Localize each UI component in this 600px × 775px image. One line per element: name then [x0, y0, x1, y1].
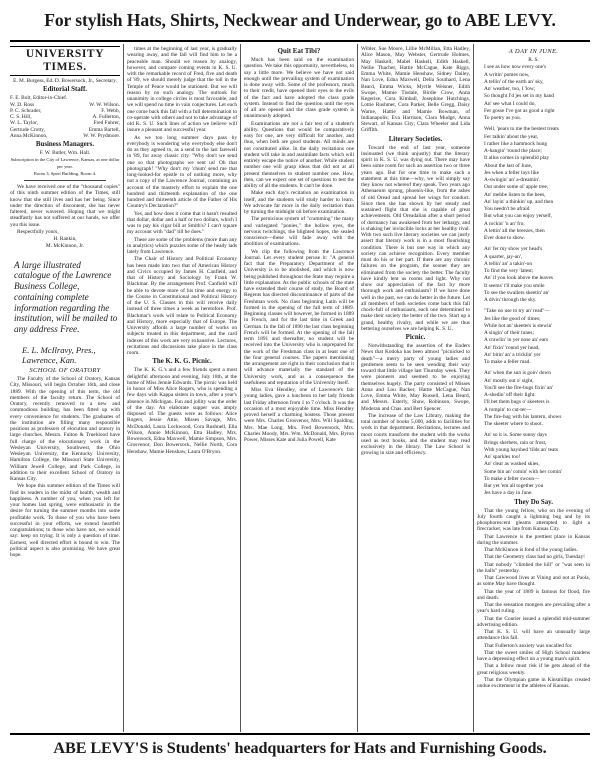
college-promo: A large illustrated catalogue of the Lawrence Business College, containing complete information regarding the institution, will be mailed to any address Free.	[14, 259, 118, 335]
literary-societies-body	[361, 145, 470, 333]
they-do-say-heading: They Do Say.	[514, 498, 553, 506]
poem-line: Jes like the good ol' times;	[484, 315, 541, 322]
letter-paragraph: We have received one of the "thousand copies" of this ninth summer edition of the Times, still know that she still lives and has her being. Since under the direction of discontent, she has never faltered, never wavered. Hoping that we might steadfastly has not suffered at our hands, we offer you this issue.	[10, 184, 120, 228]
poem-line: About the last of June,	[484, 162, 533, 169]
poem-line: To see the swallers skeetin' an'	[484, 289, 550, 296]
column-divider	[473, 44, 474, 732]
kkg-picnic-heading: The K. K. G. Picnic.	[152, 358, 212, 366]
poem-line: It seems' t'll make you smile	[484, 282, 545, 289]
item-paragraph: That nobody "climbed the hill" or "was seen in the halls" yesterday.	[477, 561, 590, 574]
staff-name: W. L. Taylor,	[10, 120, 39, 127]
poem-line: An' bitin' an' a tricklin' yer	[484, 351, 541, 358]
item-paragraph: That Fullerton's anxiety was uncalled for.	[484, 642, 573, 649]
poem-line: Brings sherbets, rain or frost,	[484, 439, 547, 446]
poem-line: An' see what I could do,	[484, 100, 536, 107]
poem-line: You'll see the fire-bugs fixin' an'	[484, 384, 553, 391]
poem-line: To find the very 'latest;	[484, 268, 534, 274]
editors-line: E. M. Burgess, Ed. D. Bowersock, Jr., Secretary.	[13, 78, 117, 84]
top-rule	[10, 40, 590, 42]
item-paragraph: That Cawwood lives at Vining and not at Paola, as some May have thought.	[477, 575, 590, 588]
staff-name: C. S. Hill,	[10, 114, 32, 120]
column-divider	[357, 44, 358, 732]
poem-line: Jes have a day in June.	[484, 490, 533, 497]
item-paragraph: That K. S. U. will have an unusually large attendance this fall.	[477, 629, 590, 642]
article-paragraph: As we too long summer days pass by everybody is wondering why everybody else don't do as they agreed to, as a send to the last farewell in '89, for away classic city. "Why don't we send one so that photographs we sent us! Oh that photograph! "Why don't my 'chum' send me that long-looked-for epistle to of nothing more, why not a copy of the Lawrence Journal, containing an account of the masterly effort to explain the one hundred and thirteenth explanation of the one hundred and thirteenth article of the Father of His Country's Declaration?"	[127, 134, 237, 210]
poem-line: But what you can enjoy yerself,	[484, 213, 552, 220]
subscription-note: Subscription in the City of Lawrence, Kansas, at one dollar per year.	[10, 157, 120, 169]
poem-line: But yet 'em all together you	[484, 483, 544, 489]
poem-line: A quarter, jay-an',	[484, 253, 523, 260]
poem-line: An' mostly out o' sight,	[484, 377, 534, 384]
poem-line: A rockin' 'n an' fro,	[484, 220, 525, 227]
article-paragraph: times at the beginning of last year, is gradually wearing away, and the fall will find him to be a peaceable man. Should we reason by analogy, however, and compare coming events in K. S. U. with the remarkable record of Fred, five and death of '89, we should merely judge that the toll in the Temple of Peace would be stationed. But we will reason by no such analogy. The outlook for unanimity in college circles is most favorable, and we will spend no time in vain conjectures. Let each one come back this fall with a full determination to co-operate with others and not to take advantage of old K. S. U. Such lines of action we believe will insure a pleasant and successful year.	[127, 46, 237, 134]
item-paragraph: That the Courier issued a splendid mid-summer advertising edition.	[477, 615, 590, 628]
poem-line	[477, 304, 590, 307]
editorial-staff-heading: Editorial Staff.	[42, 86, 88, 94]
poem-line: An' fer my show yer head's	[484, 246, 543, 253]
article-paragraph: The Chair of History and Political Economy has been made into two that of American History and Civics occupied by James H. Canfield, and that of History and Sociology by Frank W. Blackmar. By the arrangement Prof. Canfield will be able to devote more of his time and energy to the Course in Constitutional and Political History of the U. S. Classes in this will receive daily instead of three times a week as heretofore. Prof. Blackmar's work will relate to Political Economy and History, more especially that of Europe. The University affords a large number of works on subjects treated in this department, and the card indexes of this work are very exhaustive. Lectures, recitations and discussions take place in the class room.	[127, 256, 237, 356]
literary-societies-heading: Literary Societies.	[388, 135, 443, 143]
poem-line: So thought I'd jes set in my hand	[484, 93, 554, 100]
poem-line: Ever done to show.	[484, 235, 525, 241]
staff-name: F. E. Bolt, Editor-in-Chief.	[10, 95, 68, 102]
masthead: UNIVERSITY TIMES.	[10, 46, 120, 76]
article-paragraph: Yes, and how does it come that it hasn't resulted that dollar, dollar and a half or two dollars, which I was to pay his cigar bill at Smith's? I can't square my account with "dad" till he does."	[127, 210, 237, 236]
item-paragraph: That the young fellow, who on the evening of July fourth caught a lightning bug and by its phosphorescent gleams attempted to light a firecracker, was late from Kansas City.	[477, 507, 590, 533]
item-paragraph: That the year of 1889 is famous for flood, fire and death.	[477, 588, 590, 601]
guest-list	[361, 46, 470, 134]
kkg-picnic-body	[127, 367, 237, 455]
poem-line: A tellin' of the earth an' sky,	[484, 78, 544, 85]
poem-line: An' mebbe listen to the bees,	[484, 191, 546, 198]
poem-line: Fer talkin' about the year,	[484, 133, 539, 140]
top-ad-banner	[0, 10, 600, 38]
poem-line: To poetry as you.	[484, 115, 522, 121]
poem-line: I'll bet them bugs o' skeeters is	[484, 399, 550, 406]
business-managers-line: F. W. Butler, Wm. Hall.	[39, 150, 91, 156]
poem-line: I rather like a hammock hung	[484, 140, 548, 147]
college-promo-signature: E. L. McIlravy, Pres., Lawrence, Kan.	[22, 345, 96, 366]
letter-paragraph: Respectfully yours,	[17, 228, 59, 235]
poem-line: A rompin' to cut-ter—	[484, 406, 532, 413]
item-paragraph: That Lawrence is the prettiest place in Kansas during the summer.	[477, 533, 590, 546]
item-paragraph: That the Olympian game in Kinsmillips created undue excitement in the athletes of Kansas.	[477, 676, 590, 689]
poem-line: An' clear as washed skies,	[484, 461, 540, 468]
column-divider	[123, 44, 124, 732]
letter-body	[10, 184, 120, 235]
article-paragraph: Miss Eva Hendley, one of Lawrence's fair young ladies, gave a luncheon to her lady friends last Friday afternoon from 1 to 7 o'clock. It was the occasion of a most enjoyable time. Miss Hendley proved herself a charming hostess. Those present were Mrs. Charles Grosvenor, Mrs. Will Spalding, Mrs. Mae Long, Mrs. Fred Bowersock, Mrs. Charles Moody, Mrs. Wm. McDonald, Mrs. Byron Power, Misses Kate and Julia Powell, Kate	[244, 387, 354, 443]
article-paragraph: The K. K. G.'s and a few friends spent a most delightful afternoon and evening, July 18th, at the home of Miss Jennie Edwards. The picnic was held in honor of Miss Alice Rogers, who is spending a few days with Kappa sisters in town, after a year's absence in Michigan. Fun and jollity was the order of the day. An elaborate supper was amply disposed of. The guests were as follows: Alice Rogers, Jessie Attie, Misses Savage, Mrs. McDonald, Laura Lockwood, Cora Rushnell, Ella Wilson, Annie McKinnon, Etta Hadley, Mrs. Bowersock, Edna Maxwell, Mamie Simpson, Mrs. Grosvenor, Don Bowersock, Nellie North, Cora Henshaw, Mamie Henshaw, Laura O'Bryon.	[127, 367, 237, 455]
poem-line: An' layin' a thinkin' up, and then	[484, 198, 554, 205]
column-3	[244, 46, 354, 732]
poem-line: Fer gosse I've got as good a right	[484, 107, 555, 114]
column-2	[127, 46, 237, 732]
oratory-heading: SCHOOL OF ORATORY	[29, 367, 101, 375]
bottom-ad-banner	[0, 739, 600, 763]
staff-row	[10, 133, 120, 139]
poem-line: A-swingin' an' a-dreamin'.	[484, 177, 541, 183]
item-paragraph: That the Geometry class had no girls, Tuesday!	[484, 554, 585, 561]
poem-line: I see as how now every one's	[484, 64, 547, 71]
column-divider	[240, 44, 241, 732]
poem-line: A tellin' an' a takin'-on	[484, 260, 533, 267]
business-managers-heading: Business Managers.	[35, 141, 95, 148]
column-1	[10, 46, 120, 732]
poem-line: "Take no use to try an' read"—	[484, 308, 550, 315]
staff-name: W. D. Ross	[10, 101, 35, 108]
poem-line: With young hayshed 'tilds an' teats	[484, 446, 558, 453]
poem-line: It allus comes in splendid play	[484, 155, 550, 162]
bottom-rule	[10, 733, 590, 735]
letter-sign-2: M. McKinnon, Jr.	[45, 243, 85, 250]
article-paragraph: Make each day's recitation an examination in itself, and the students will study harder to learn. We advocate far more in the daily recitation than by turning the midnight oil before examination.	[244, 190, 354, 215]
staff-name: P. C. Schrader,	[10, 107, 42, 114]
bottom-ad-text: ABE LEVY'S is Students' headquarters for Hats and Furnishing Goods.	[53, 739, 547, 757]
poem-line	[477, 122, 590, 125]
poem-line: To make a feller mad.	[484, 359, 531, 365]
poem-line: A-shedin' off their light.	[484, 392, 536, 398]
article-paragraph: We clip the following from the Lawrence Journal. Let every student peruse it: "A general fact that the Preparatory Department of the University is to be abolished, and which is now being published throughout the State may require a little explanation. As the public schools of the state have extended their course of study, the Board of Regents has directed discontinuance of parts of the Freshman work. No class beginning Latin will be formed in the opening of the fall term of 1889. Beginning classes will however, be formed in 1889 in French, and for the last time in Greek and German. In the fall of 1890 the last class beginning French will be formed. At the opening of the fall term 1891 and thereafter, no student will be received into the University who is unprepared for the work of the Freshman class in at least one of the four general courses. The papers mentioning the arrangement are right in their conclusion that it will advance materially the standard of the University work, and as a consequence the usefulness and reputation of the University itself.	[244, 248, 354, 386]
poem-line: Out under some ol' apple tree,	[484, 184, 549, 191]
staff-name: Fred Fuhrer,	[93, 120, 120, 127]
item-paragraph: That the sensation mongers are prevailing after a year's hard ruling.	[477, 602, 590, 615]
poem-line: A crawlin' in yer nose an' ears	[484, 337, 548, 344]
staff-name: Emma Bartell,	[88, 126, 120, 133]
article-paragraph: These are some of the problems (more than any in analytics) which puzzles some of the heady lads lately from Lawrence.	[127, 236, 237, 255]
article-paragraph: We hope this summer edition of the Times will find its readers in the midst of health, wealth and happiness. A number of you, when you left for your homes last spring, were enthusiastic in the desire for turning the summer months into some profitable work. To those of you who have been successful in your efforts, we extend heartfelt congratulations; to those who have not, we would say: keep on trying. It is only a question of time. Earnest, well directed effort is bound to win. The political aspect is also promising. We have great hope.	[10, 483, 120, 559]
article-paragraph: Notwithstanding the assertion of the Enders News that Kodoka has been almost "picnicked to death"—a merry party of young ladies and gentlemen seem to be seen wending their way toward that little village last Thursday week. They were pioneers and seemed to be enjoying themselves hugely. The party consisted of Misses Anna and Lou Backer, Hattie McCague, Nan Love, Emma White, May Russell, Lena Beard, and Messrs. Esterly, Shaw, Robinson, Swope, Moderan and Chas. and Bert Spencer.	[361, 343, 470, 412]
separator	[24, 180, 106, 181]
column-5	[477, 46, 590, 732]
picnic-heading: Picnic.	[405, 334, 426, 341]
poem-line: A writin' pomes now,	[484, 71, 530, 78]
poem-line	[477, 428, 590, 431]
column-2-body	[127, 46, 237, 356]
poem-line: A singin' of their tunes;	[484, 330, 534, 336]
poem-line: A-hangin' 'round the place;	[484, 148, 542, 154]
address-line: Room 3, Sport Building, Room 4.	[33, 170, 97, 176]
article-paragraph: The Faculty of the School of Oratory, Kansas City, Missouri, will begin October 16th, and close 1889. With the opening of this term, the old members of the faculty return. The School of Oratory, recently removed to a new and commodious building, has been fitted up with every convenience for students. The graduates of the institution are filling many responsible positions as professors of elocution and oratory in large churches. Messrs. Fulton & Trueblood have full charge of the elocutionary work in the Wesleyan University, Southwest, the Ohio Wesleyan University, the Kentucky University, Hamilton College, the Missouri State University, William Jewell College, and Park College, in addition to their excellent School of Oratory in Kansas City.	[10, 376, 120, 483]
poem-line: An' weather, too, I 'low;	[484, 86, 536, 92]
poem-line: An' fixin' 'round yer head,	[484, 344, 540, 351]
poem-line	[477, 242, 590, 245]
item-paragraph: That a fellow must risk if he gets ahead of the great religious weekly.	[477, 663, 590, 676]
poem-line: The skeeter where to shoot.	[484, 421, 543, 427]
poem-line: An' sparkles too!	[484, 454, 521, 460]
column-3-body	[244, 57, 354, 443]
staff-name: F. Webb,	[101, 107, 120, 114]
top-ad-text: For stylish Hats, Shirts, Neckwear and Underwear, go to ABE LEVY.	[44, 10, 556, 30]
they-do-say-body	[477, 508, 590, 690]
poem-line: An' so it is. Some sunny days	[484, 432, 547, 439]
article-paragraph: The increase of the Law Library, making the total number of books 5,000, adds to facilities for work in that department. Recitations, lectures and moot courts transform the student with the works used as text books, and the student may read exclusively in the library. The Law School is growing in size and efficiency.	[361, 412, 470, 457]
poem-line: To make a feller swoon—	[484, 475, 540, 482]
poem-line: While hot an' skeeters is stewin'	[484, 322, 553, 329]
quit-eat-tibi-heading: Quit Eat Tibi?	[277, 48, 321, 55]
staff-name: W. W. Prydmore.	[83, 132, 120, 139]
poem-line: An' when the sun is goin' down	[484, 370, 551, 377]
staff-name: Gertrude Crotty,	[10, 126, 45, 133]
poem-body	[477, 64, 590, 496]
staff-list	[10, 95, 120, 139]
article-paragraph: Toward the end of last year, someone insinuated (we think unjustly) that the literary spirit in K. S. U. was dying out. There may have been some room for such an assertion two or three years ago. But for one time to make such a statement at this time—why, we will simply say they know not whereof they speak. Two years ago Athenaeum sprung, phoenix-like, from the ashes of old Oread and spread her wings for conduct. Since then she has shown by her steady and sustained flight that she is capable of great achievements. Old Oreadalian after a short period of dormancy has awakened from her lethargy, and is shaking her invincible locks at her healthy rival. With two such live literary societies we can justly assert that literary work is in a most flourishing condition. There is but one way in which any society can achieve recognition. Every member must do his or her part. If there are any chronic failures on the program, the sooner they are eliminated from the society the better. The faculty have kindly lent us rooms and light. Why not show our appreciation of the fact by more thorough work and enthusiasm? If we have done well in the past, we can do better in the future. Let all members of both societies come back this fall chock-full of enthusiasm, each one determined to make their society the better of the two. Start up a grand, healthy rivalry, and while we are thus bettering ourselves we are helping K. S. U.	[361, 144, 470, 332]
picnic-body	[361, 343, 470, 457]
letter-sign-1: H. Rankin,	[53, 236, 77, 242]
oratory-body	[10, 376, 120, 558]
poem-line	[477, 366, 590, 369]
poem-line: An' if you look above the leaves	[484, 275, 553, 282]
poem-line: A divin' through the sky.	[484, 297, 537, 303]
poem-author: R. S.	[528, 57, 539, 63]
staff-name: W. W. Wilson.	[89, 101, 120, 108]
article-paragraph: Wibler, Sue Moore, Lillie McMillan, Etta Hadley, Alice Mason, May Webster, Gertrude Holmes, May Haskell, Mabel Haskell, Edith Haskell, Nellie Thacher, Hattie McCague, Kate Riggs, Emma White, Mamie Henshaw, Sidney Dailey, Nan Love, Edna Maxwell, Della Southard, Lena Beard, Emma Wicks, Myrtle Weisner, Edith Swope, Mamie Tisdale, Birdie Crow, Anna Kegerise, Cora Kimball, Josephine Hutchings, Lottie Rushmer, Cora Parker, Belle Gregg, Daisy Warne, Hattie and Mamie Bowman, of Indianapolis; Eva Harrison, Clara Mudge, Anna Stewart, of Kansas City; Clara Wheeler and Lida Griffith.	[361, 46, 470, 134]
poem-line: Some bin an' comin' with her comin'	[484, 468, 562, 475]
article-paragraph: Examinations are not a fair test of a student's ability. Questions that would be comparatively easy for one, are very difficult for another, and thus, when both are good students. All minds are not constituted alike. In the daily recitations one student will take in and assimilate facts which will entirely escape the notice of another. While student number one will grasp ideas that did not at all present themselves to student number one. How, then, can we expect one set of questions to test the ability of all the students. It can't be done.	[244, 120, 354, 189]
poem-line: Well, 'pears to me the bestest treats	[484, 126, 559, 133]
poem-line: A lettin' all the breezes, then	[484, 227, 545, 234]
staff-name: Anna McKinnon,	[10, 132, 48, 139]
item-paragraph: That the sweet smiles of High School maidens have a depressing effect on a young man's spirit.	[477, 649, 590, 662]
article-paragraph: The pernicious system of "cramming" the many and variegated "ponies," the hollow eyes, the nervous twitchings, the blighted hopes, the sealed conscience—these will fade away with the abolition of examinations.	[244, 216, 354, 248]
poem-line: Jes when a feller lays like	[484, 169, 540, 176]
poem-line: The fire-bug with his lantern, shows	[484, 413, 562, 420]
item-paragraph: That McKinnon is fond of the young ladies.	[484, 547, 578, 553]
article-paragraph: Much has been said on the examination question. We take this opportunity, nevertheless, to say a little more. We believe we have not said enough until the prevailing system of examination is done away with. Some of the professors, much to their credit, have opened their eyes to the evils of the fact and have adopted the class grade system. Instead to find the question until the eyes of all are opened and the class grade system is unanimously adopted.	[244, 57, 354, 120]
poem-line: You needn't be afraid	[484, 206, 530, 212]
poem-heading: A DAY IN JUNE.	[508, 48, 559, 55]
staff-name: A. Fullerton,	[92, 114, 120, 120]
column-4	[361, 46, 470, 732]
